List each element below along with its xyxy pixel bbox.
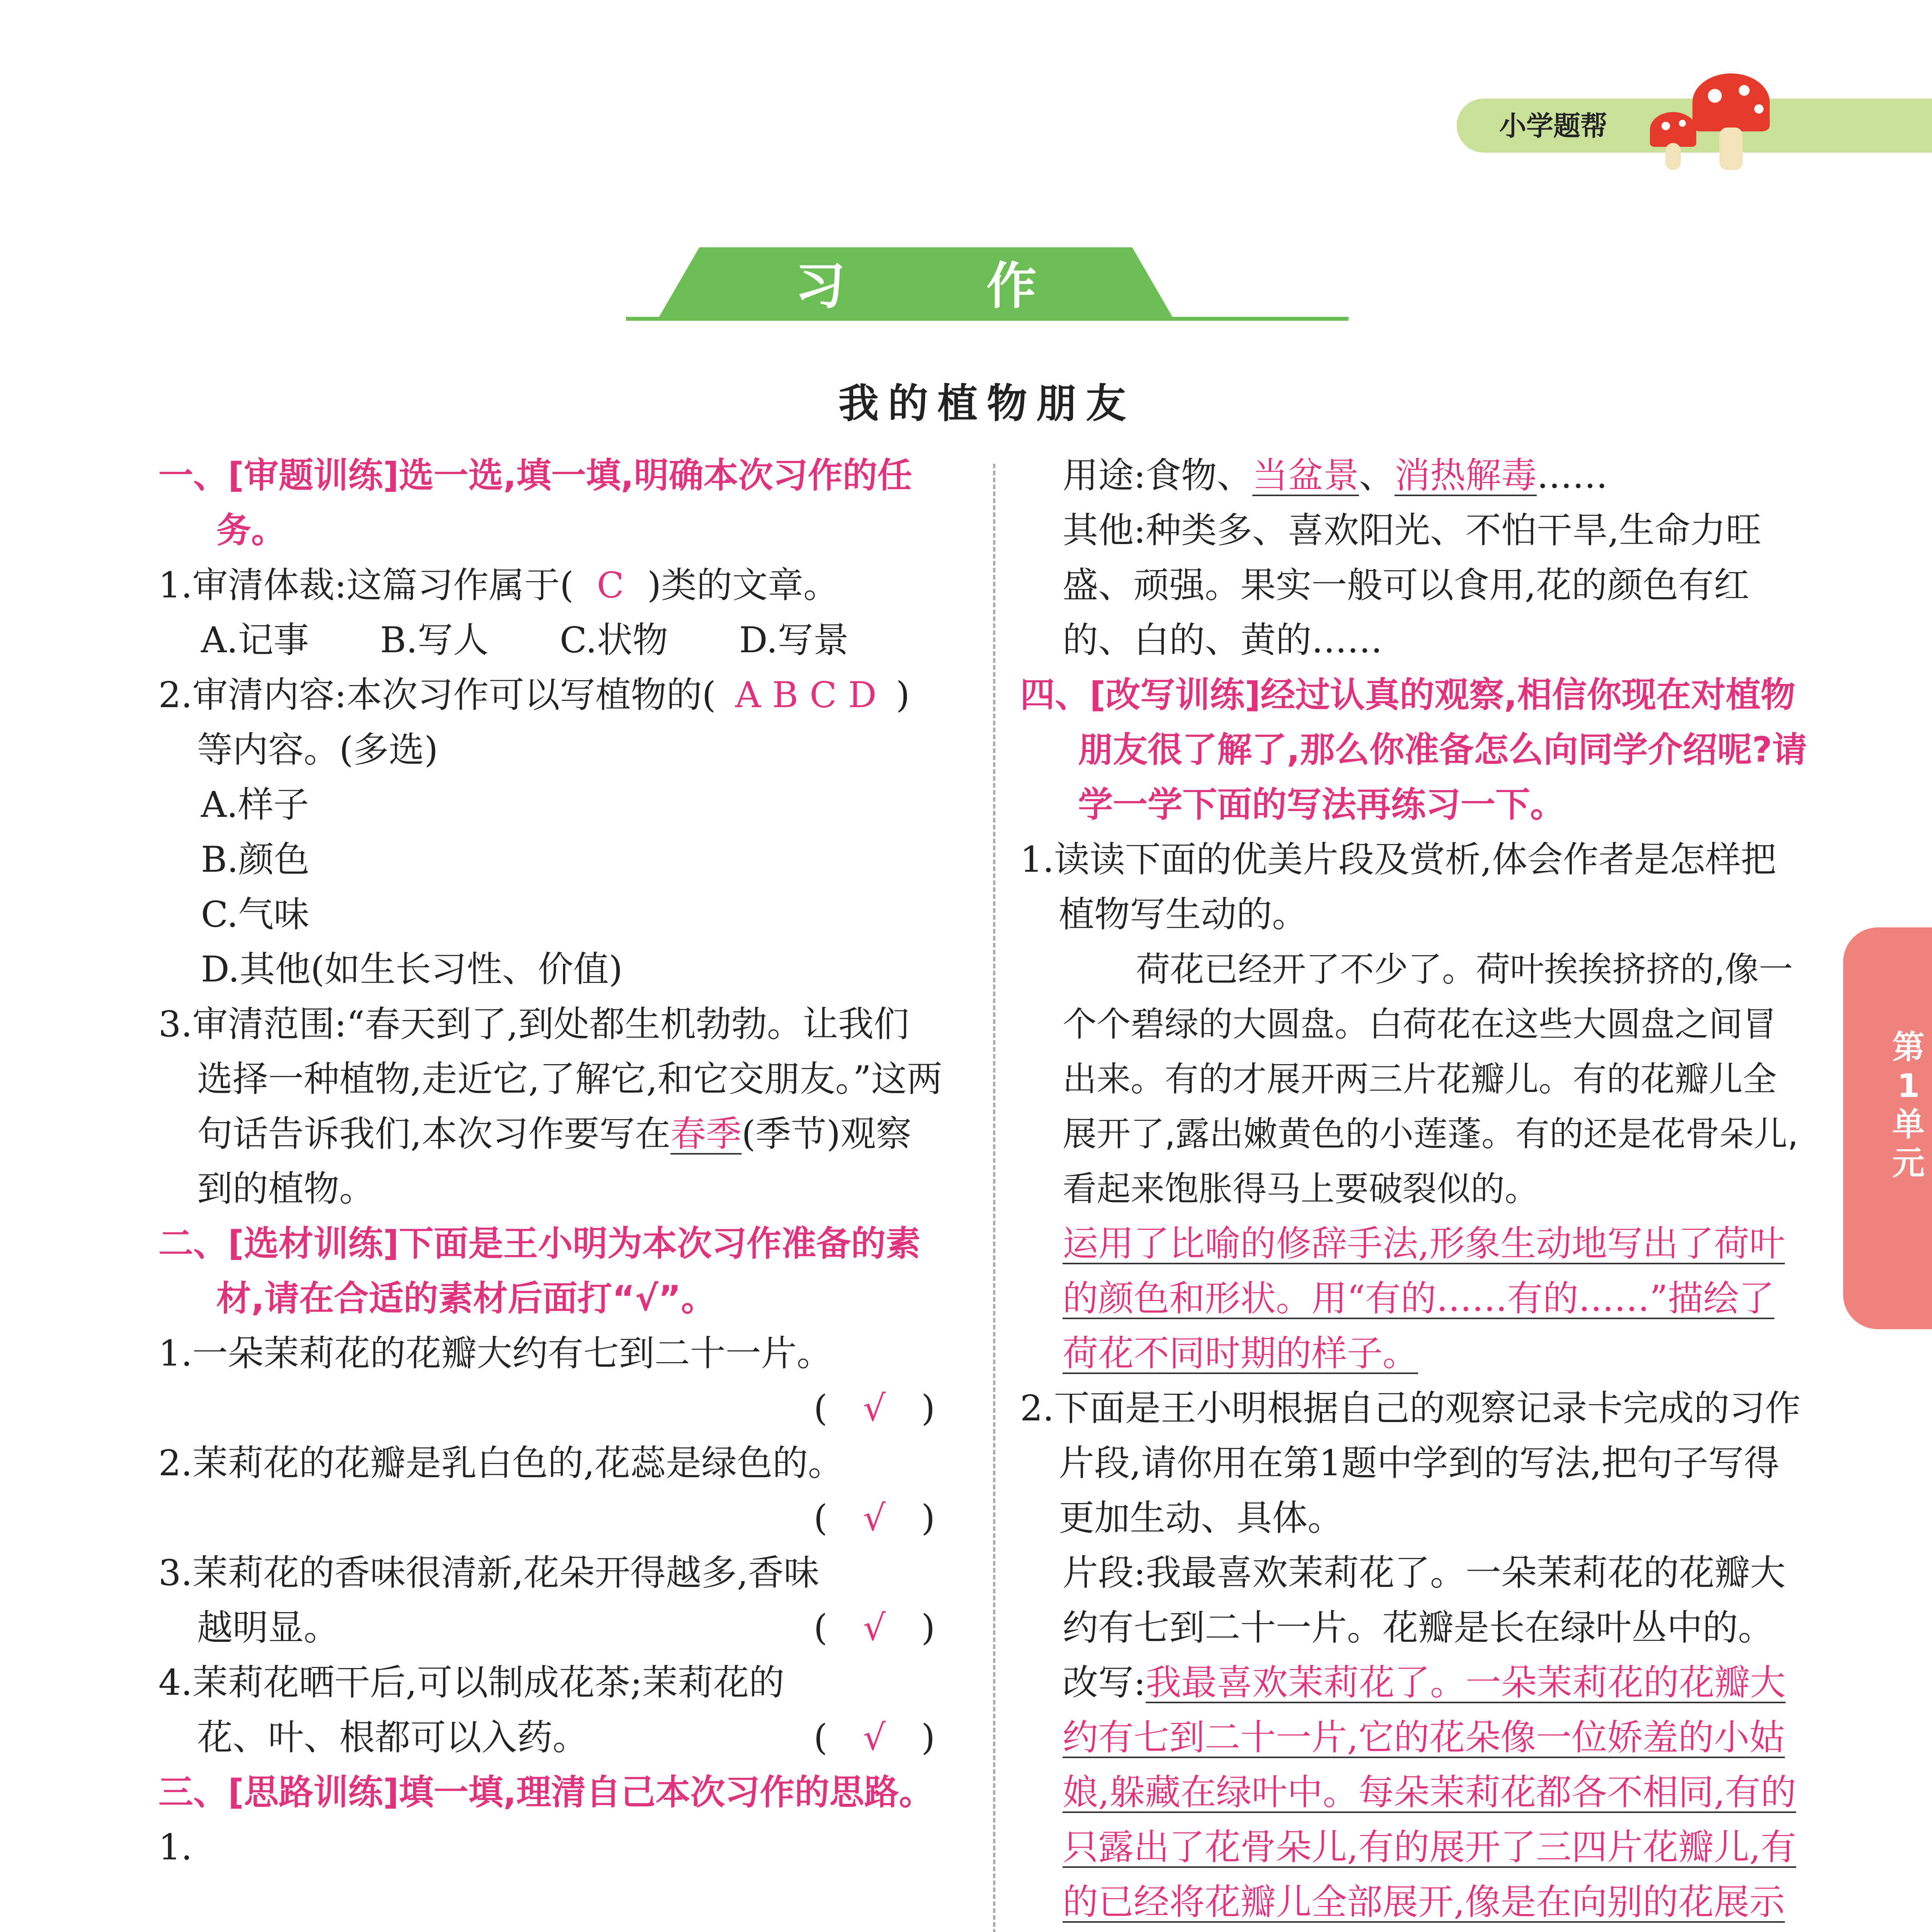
material-item: 1.一朵茉莉花的花瓣大约有七到二十一片。 <box>158 1333 832 1374</box>
q2-option: D.其他(如生长习性、价值) <box>201 949 623 990</box>
check-mark: √ <box>863 1388 886 1429</box>
question-1-2 <box>158 668 943 777</box>
material-item: 4.茉莉花晒干后,可以制成花茶;茉莉花的花、叶、根都可以入药。 <box>158 1662 785 1758</box>
q2-answer: A B C D <box>735 674 877 716</box>
rewrite-label: 改写: <box>1063 1662 1146 1703</box>
section-4-title: 四、[改写训练]经过认真的观察,相信你现在对植物朋友很了解了,那么你准备怎么向同学介绍呢?请学一学下面的写法再练习一下。 <box>1020 675 1807 825</box>
lotus-passage: 荷花已经开了不少了。荷叶挨挨挤挤的,像一个个碧绿的大圆盘。白荷花在这些大圆盘之间冒出来。有的才展开两三片花瓣儿。有的花瓣儿全展开了,露出嫩黄色的小莲蓬。有的还是花骨朵儿,看起来饱胀得马上要破裂似的。 <box>1063 949 1798 1209</box>
page-title: 习 作 <box>795 257 1099 315</box>
use-answer-2: 消热解毒 <box>1395 455 1537 496</box>
check-mark: √ <box>863 1717 886 1758</box>
q2-text: 2.审清内容:本次习作可以写植物的( <box>158 674 716 716</box>
use-label: 用途:食物、 <box>1063 455 1252 496</box>
use-row <box>1020 448 1808 503</box>
left-column <box>158 448 943 1875</box>
question-3-1: 1. <box>158 1827 192 1868</box>
analysis-answer: 运用了比喻的修辞手法,形象生动地写出了荷叶的颜色和形状。用“有的……有的……”描绘了荷花不同时期的样子。 <box>1063 1223 1785 1374</box>
q3-end: (季节)观察到的植物。 <box>197 1113 912 1209</box>
other-row: 其他:种类多、喜欢阳光、不怕干旱,生命力旺盛、顽强。果实一般可以食用,花的颜色有红的、白的、黄的…… <box>1063 510 1762 661</box>
check-box: ( √ ) <box>813 1607 935 1648</box>
unit-tab-label: 第 1 单 元 <box>1892 1028 1925 1182</box>
material-item: 3.茉莉花的香味很清新,花朵开得越多,香味越明显。 <box>158 1552 820 1648</box>
q1-end: )类的文章。 <box>647 565 839 606</box>
check-box: ( √ ) <box>813 1497 935 1539</box>
check-box: ( √ ) <box>813 1717 935 1758</box>
use-end: …… <box>1537 455 1608 496</box>
q1-options: A.记事 B.写人 C.状物 D.写景 <box>201 619 849 661</box>
question-1-3 <box>158 997 943 1216</box>
check-mark: √ <box>863 1607 886 1648</box>
question-4-1: 1.读读下面的优美片段及赏析,体会作者是怎样把植物写生动的。 <box>1020 839 1777 935</box>
q2-end: )等内容。(多选) <box>197 674 910 770</box>
use-sep: 、 <box>1359 455 1395 496</box>
check-box: ( √ ) <box>813 1388 935 1429</box>
column-divider <box>993 464 995 1932</box>
q3-text: 3.审清范围:“春天到了,到处都生机勃勃。让我们选择一种植物,走近它,了解它,和它交朋友。”这两句话告诉我们,本次习作要写在 <box>158 1003 942 1155</box>
right-column <box>1020 448 1808 1932</box>
q2-option: B.颜色 <box>201 839 310 880</box>
material-item: 2.茉莉花的花瓣是乳白色的,花蕊是绿色的。 <box>158 1442 844 1484</box>
q1-text: 1.审清体裁:这篇习作属于( <box>158 565 574 606</box>
q2-option: A.样子 <box>201 784 309 825</box>
section-2-title: 二、[选材训练]下面是王小明为本次习作准备的素材,请在合适的素材后面打“√”。 <box>158 1223 921 1319</box>
rewrite <box>1020 1655 1808 1932</box>
analysis <box>1020 1216 1808 1381</box>
mushroom-icon <box>1650 58 1777 174</box>
use-answer-1: 当盆景 <box>1252 455 1359 496</box>
question-1-1 <box>158 558 943 613</box>
brand-label: 小学题帮 <box>1499 110 1607 142</box>
q1-answer: C <box>597 565 624 606</box>
q3-answer: 春季 <box>670 1113 742 1155</box>
question-4-2: 2.下面是王小明根据自己的观察记录卡完成的习作片段,请你用在第1题中学到的写法,把句子写得更加生动、具体。 <box>1020 1388 1801 1539</box>
q2-option: C.气味 <box>201 894 310 935</box>
essay-subtitle: 我的植物朋友 <box>838 379 1135 427</box>
rewrite-answer: 我最喜欢茉莉花了。一朵茉莉花的花瓣大约有七到二十一片,它的花朵像一位娇羞的小姑娘,躲藏在绿叶中。每朵茉莉花都各不相同,有的只露出了花骨朵儿,有的展开了三四片花瓣儿,有的已经将花瓣儿全部展开,像是在向别的花展示 <box>1063 1662 1796 1923</box>
section-1-title: 一、[审题训练]选一选,填一填,明确本次习作的任务。 <box>158 455 912 551</box>
check-mark: √ <box>863 1497 886 1539</box>
section-3-title: 三、[思路训练]填一填,理清自己本次习作的思路。 <box>158 1772 934 1813</box>
fragment: 片段:我最喜欢茉莉花了。一朵茉莉花的花瓣大约有七到二十一片。花瓣是长在绿叶丛中的。 <box>1063 1552 1786 1648</box>
